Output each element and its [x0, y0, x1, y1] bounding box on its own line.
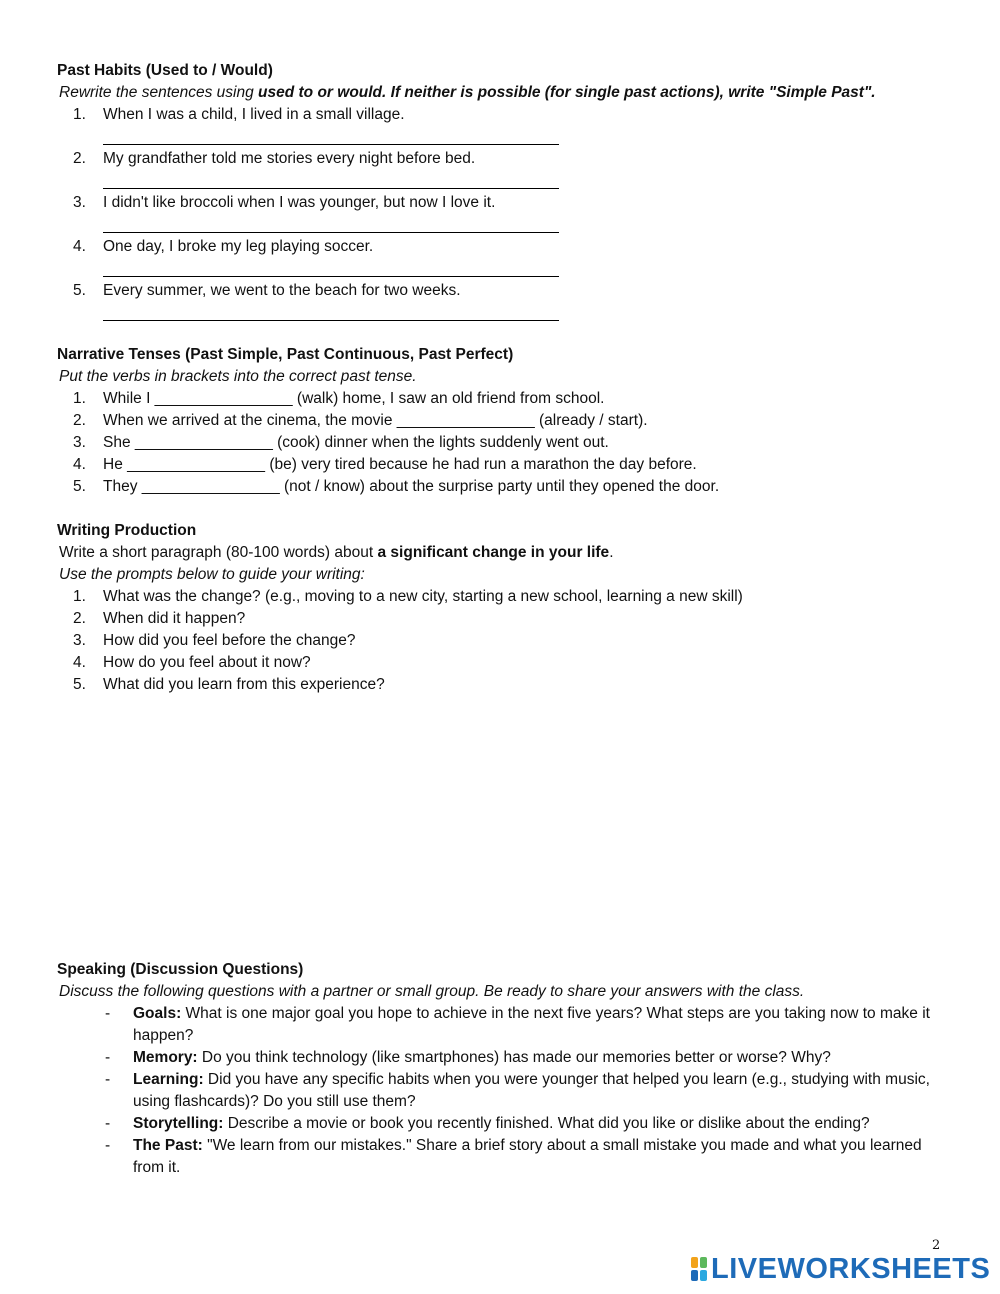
list-item: 2. When we arrived at the cinema, the movie ________________ (already / start).: [73, 412, 648, 429]
answer-line[interactable]: [103, 214, 559, 233]
answer-line[interactable]: [103, 258, 559, 277]
exercise-list: [57, 388, 937, 498]
list-item: - The Past: "We learn from our mistakes." Share a brief story about a small mistake you made and what you learned from it.: [105, 1137, 922, 1176]
speaking-section: [57, 959, 937, 1179]
list-item: 1. When I was a child, I lived in a small village.: [57, 104, 937, 148]
list-item: 5. What did you learn from this experience?: [73, 676, 385, 693]
answer-line[interactable]: [103, 170, 559, 189]
logo-text: LIVEWORKSHEETS: [711, 1253, 991, 1285]
list-item: - Storytelling: Describe a movie or book you recently finished. What did you like or dislike about the ending?: [105, 1115, 870, 1132]
answer-line[interactable]: [103, 302, 559, 321]
list-item: - Learning: Did you have any specific habits when you were younger that helped you learn (e.g., studying with music, using flashcards)? Do you still use them?: [105, 1071, 930, 1110]
list-item: - Memory: Do you think technology (like smartphones) has made our memories better or worse? Why?: [105, 1049, 831, 1066]
list-item: 1. While I ________________ (walk) home, I saw an old friend from school.: [73, 390, 605, 407]
discussion-list: [57, 1003, 937, 1179]
list-item: 3. She ________________ (cook) dinner when the lights suddenly went out.: [73, 434, 609, 451]
list-item: 2. When did it happen?: [73, 610, 246, 627]
section-intro: Write a short paragraph (80-100 words) about a significant change in your life.: [59, 544, 614, 561]
section-instruction: Put the verbs in brackets into the correct past tense.: [59, 368, 417, 385]
past-habits-section: [57, 60, 937, 324]
section-instruction: Discuss the following questions with a partner or small group. Be ready to share your answers with the class.: [59, 983, 805, 1000]
list-item: 2. My grandfather told me stories every night before bed.: [57, 148, 937, 192]
logo-square: [691, 1270, 698, 1281]
logo-square: [700, 1270, 707, 1281]
list-item: 3. I didn't like broccoli when I was younger, but now I love it.: [57, 192, 937, 236]
list-item: 4. He ________________ (be) very tired because he had run a marathon the day before.: [73, 456, 697, 473]
writing-production-section: [57, 520, 937, 696]
narrative-tenses-section: [57, 344, 937, 498]
page-number: 2: [932, 1238, 941, 1253]
list-item: 4. One day, I broke my leg playing soccer.: [57, 236, 937, 280]
list-item: 5. Every summer, we went to the beach for two weeks.: [57, 280, 937, 324]
answer-line[interactable]: [103, 126, 559, 145]
section-instruction: Use the prompts below to guide your writing:: [59, 566, 365, 583]
list-item: 5. They ________________ (not / know) about the surprise party until they opened the door.: [73, 478, 720, 495]
liveworksheets-logo[interactable]: [690, 1254, 990, 1284]
list-item: 3. How did you feel before the change?: [73, 632, 356, 649]
list-item: 4. How do you feel about it now?: [73, 654, 311, 671]
section-title: Narrative Tenses (Past Simple, Past Continuous, Past Perfect): [57, 346, 514, 363]
exercise-list: [57, 104, 937, 324]
list-item: - Goals: What is one major goal you hope to achieve in the next five years? What steps are you taking now to make it happen?: [105, 1005, 930, 1044]
logo-icon: [690, 1256, 708, 1282]
section-title: Writing Production: [57, 522, 197, 539]
logo-square: [691, 1257, 698, 1268]
logo-square: [700, 1257, 707, 1268]
section-title: Past Habits (Used to / Would): [57, 62, 273, 79]
section-instruction: Rewrite the sentences using used to or would. If neither is possible (for single past actions), write "Simple Past".: [59, 84, 876, 101]
section-title: Speaking (Discussion Questions): [57, 961, 304, 978]
prompt-list: [57, 586, 937, 696]
list-item: 1. What was the change? (e.g., moving to a new city, starting a new school, learning a new skill): [73, 588, 743, 605]
